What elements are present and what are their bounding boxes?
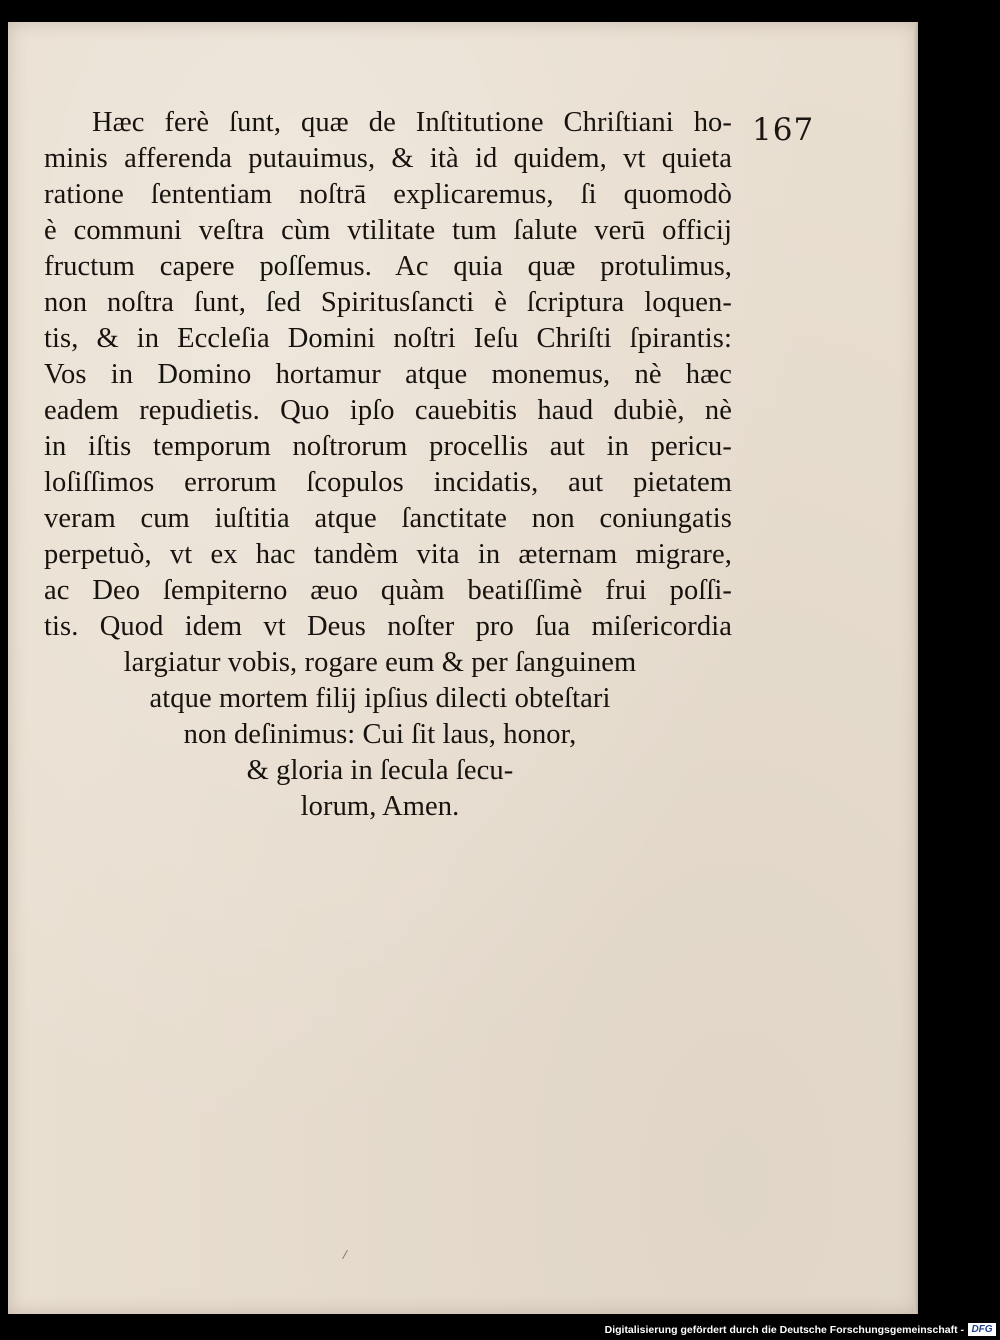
- text-line: eadem repudietis. Quo ipſo cauebitis haud dubiè, nè: [44, 395, 732, 426]
- text-line: Vos in Domino hortamur atque monemus, nè hæc: [44, 359, 732, 390]
- paper-mark: [342, 1250, 348, 1259]
- body-text: [44, 105, 732, 825]
- text-line: minis afferenda putauimus, & ità id quidem, vt quieta: [44, 143, 732, 174]
- text-line-tail: atque mortem filij ipſius dilecti obteſtari: [149, 683, 611, 714]
- dfg-logo: DFG: [968, 1323, 996, 1336]
- book-page: [8, 22, 918, 1314]
- text-line-tail: & gloria in ſecula ſecu-: [246, 755, 514, 786]
- text-line: ratione ſententiam noſtrā explicaremus, ſi quomodò: [44, 179, 732, 210]
- funding-credit: Digitalisierung gefördert durch die Deutsche Forschungsgemeinschaft -: [604, 1324, 964, 1336]
- footer-bar: [0, 1318, 1000, 1340]
- text-line-tail: non deſinimus: Cui ſit laus, honor,: [183, 719, 577, 750]
- text-line: perpetuò, vt ex hac tandèm vita in æternam migrare,: [44, 539, 732, 570]
- text-line: in iſtis temporum noſtrorum procellis aut in pericu-: [44, 431, 732, 462]
- text-line: tis. Quod idem vt Deus noſter pro ſua miſericordia: [44, 611, 732, 642]
- text-line: loſiſſimos errorum ſcopulos incidatis, aut pietatem: [44, 467, 732, 498]
- text-line: non noſtra ſunt, ſed Spiritusſancti è ſcriptura loquen-: [44, 287, 732, 318]
- text-line: Hæc ferè ſunt, quæ de Inſtitutione Chriſtiani ho-: [92, 107, 732, 138]
- text-line: ac Deo ſempiterno æuo quàm beatiſſimè frui poſſi-: [44, 575, 732, 606]
- text-line-tail: largiatur vobis, rogare eum & per ſanguinem: [123, 647, 637, 678]
- text-line-tail: lorum, Amen.: [300, 791, 460, 822]
- text-line: veram cum iuſtitia atque ſanctitate non coniungatis: [44, 503, 732, 534]
- text-line: tis, & in Eccleſia Domini noſtri Ieſu Chriſti ſpirantis:: [44, 323, 732, 354]
- page-number: 167: [752, 112, 815, 148]
- text-line: fructum capere poſſemus. Ac quia quæ protulimus,: [44, 251, 732, 282]
- page-edge: [914, 22, 918, 1314]
- text-line: è communi veſtra cùm vtilitate tum ſalute verū officij: [44, 215, 732, 246]
